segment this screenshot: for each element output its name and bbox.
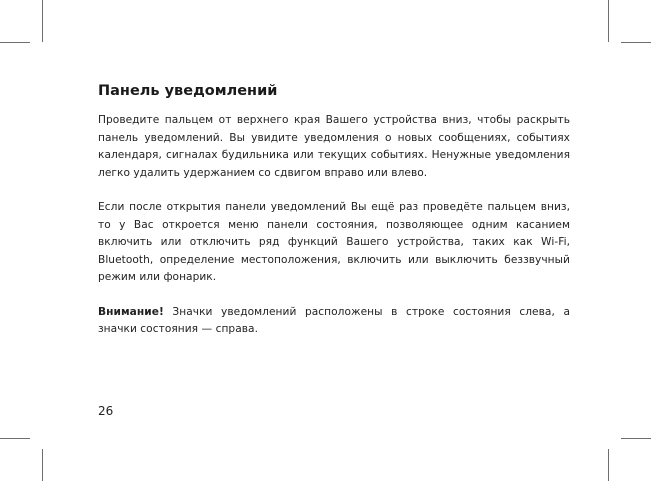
page-number: 26	[98, 404, 114, 418]
page-title: Панель уведомлений	[98, 83, 278, 99]
crop-mark-bottom-right-vertical	[608, 449, 609, 481]
note-paragraph	[98, 304, 570, 339]
note-label: Внимание!	[98, 305, 164, 318]
page-content	[98, 82, 570, 356]
crop-mark-top-left-horizontal	[0, 42, 30, 43]
crop-mark-bottom-right-horizontal	[621, 438, 651, 439]
paragraph-status-menu: Если после открытия панели уведомлений Вы ещё раз проведёте пальцем вниз, то у Вас откроется меню панели состояния, позволяющее одним касанием включить или отключить ряд функций Вашего устройства, таких как Wi-Fi, Bluetooth, определение местоположения, включить или выключить беззвучный режим или фонарик.	[98, 201, 570, 283]
note-text: Значки уведомлений расположены в строке состояния слева, а значки состояния — справа.	[98, 305, 570, 335]
crop-mark-bottom-left-horizontal	[0, 438, 30, 439]
crop-mark-top-left-vertical	[42, 0, 43, 42]
paragraph-swipe-down: Проведите пальцем от верхнего края Вашего устройства вниз, чтобы раскрыть панель уведомлений. Вы увидите уведомления о новых сообщениях, событиях календаря, сигналах будильника или текущих событиях. Ненужные уведомления легко удалить удержанием со сдвигом вправо или влево.	[98, 114, 570, 179]
crop-mark-bottom-left-vertical	[42, 449, 43, 481]
crop-mark-top-right-vertical	[608, 0, 609, 42]
crop-mark-top-right-horizontal	[621, 42, 651, 43]
